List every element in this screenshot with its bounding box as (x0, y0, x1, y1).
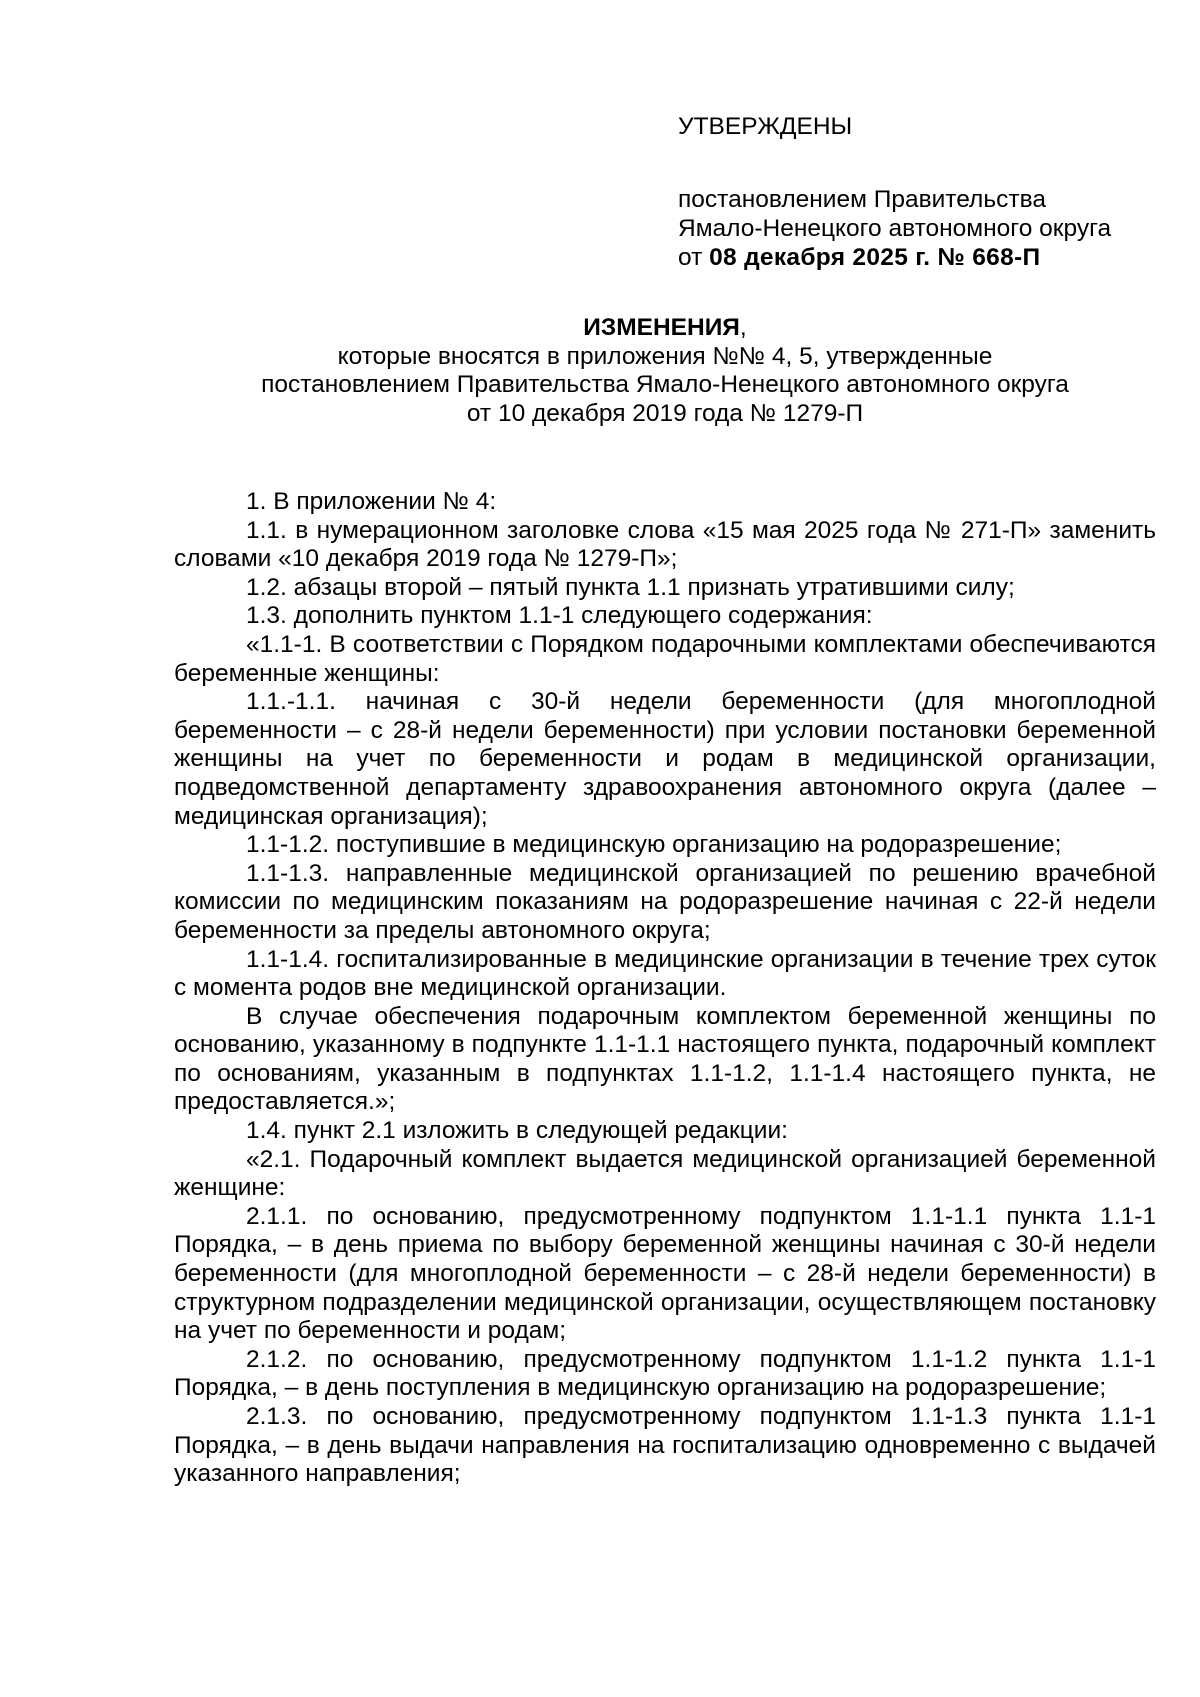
paragraph: «2.1. Подарочный комплект выдается медицинской организацией беременной женщине: (174, 1145, 1156, 1202)
approval-date-line (678, 243, 1111, 272)
paragraph: 1.3. дополнить пунктом 1.1-1 следующего содержания: (246, 602, 873, 630)
paragraph: В случае обеспечения подарочным комплектом беременной женщины по основанию, указанному в подпункте 1.1-1.1 настоящего пункта, подарочный комплект по основаниям, указанным в подпунктах 1.1-1.2, 1.1-1.4 настоящего пункта, не предоставляется.»; (174, 1002, 1156, 1116)
document-body (174, 488, 1156, 1489)
paragraph: 1.1.-1.1. начиная с 30-й недели беременности (для многоплодной беременности – с 28-й недели беременности) при условии постановки беременной женщины на учет по беременности и родам в медицинской организации, подведомственной департаменту здравоохранения автономного округа (далее – медицинская организация); (174, 688, 1156, 830)
paragraph: 2.1.3. по основанию, предусмотренному подпунктом 1.1-1.3 пункта 1.1-1 Порядка, – в день выдачи направления на госпитализацию одновременно с выдачей указанного направления; (174, 1403, 1156, 1488)
approval-date-prefix: от (678, 244, 710, 271)
title-heading-suffix: , (739, 314, 747, 341)
title-heading-line (140, 314, 1190, 343)
approval-block (678, 112, 1111, 272)
title-line-3: от 10 декабря 2019 года № 1279-П (466, 399, 864, 427)
paragraph: 1.1-1.3. направленные медицинской организацией по решению врачебной комиссии по медицинским показаниям на родоразрешение начиная с 22-й недели беременности за пределы автономного округа; (174, 859, 1156, 944)
paragraph: «1.1-1. В соответствии с Порядком подарочными комплектами обеспечиваются беременные женщины: (174, 630, 1156, 687)
paragraph: 2.1.1. по основанию, предусмотренному подпунктом 1.1-1.1 пункта 1.1-1 Порядка, – в день приема по выбору беременной женщины начиная с 30-й недели беременности (для многоплодной беременности – с 28-й недели беременности) в структурном подразделении медицинской организации, осуществляющем постановку на учет по беременности и родам; (174, 1202, 1156, 1345)
title-line-2: постановлением Правительства Ямало-Ненецкого автономного округа (261, 371, 1069, 398)
paragraph: 2.1.2. по основанию, предусмотренному подпунктом 1.1-1.2 пункта 1.1-1 Порядка, – в день поступления в медицинскую организацию на родоразрешение; (174, 1345, 1156, 1402)
title-heading: ИЗМЕНЕНИЯ (583, 314, 740, 341)
paragraph: 1.1-1.4. госпитализированные в медицинские организации в течение трех суток с момента родов вне медицинской организации. (174, 945, 1156, 1002)
approval-line-2: Ямало-Ненецкого автономного округа (678, 215, 1112, 242)
approval-date-number: 08 декабря 2025 г. № 668-П (709, 244, 1041, 271)
paragraph: 1. В приложении № 4: (246, 488, 497, 515)
document-title (140, 314, 1190, 428)
paragraph: 1.1-1.2. поступившие в медицинскую организацию на родоразрешение; (246, 831, 1062, 859)
paragraph: 1.4. пункт 2.1 изложить в следующей редакции: (246, 1117, 788, 1145)
paragraph: 1.2. абзацы второй – пятый пункта 1.1 признать утратившими силу; (246, 573, 1015, 601)
approval-line-1: постановлением Правительства (678, 186, 1046, 213)
approval-stamp-title: УТВЕРЖДЕНЫ (678, 113, 853, 140)
title-line-1: которые вносятся в приложения №№ 4, 5, утвержденные (337, 342, 993, 370)
paragraph: 1.1. в нумерационном заголовке слова «15 мая 2025 года № 271-П» заменить словами «10 декабря 2019 года № 1279-П»; (174, 516, 1156, 573)
